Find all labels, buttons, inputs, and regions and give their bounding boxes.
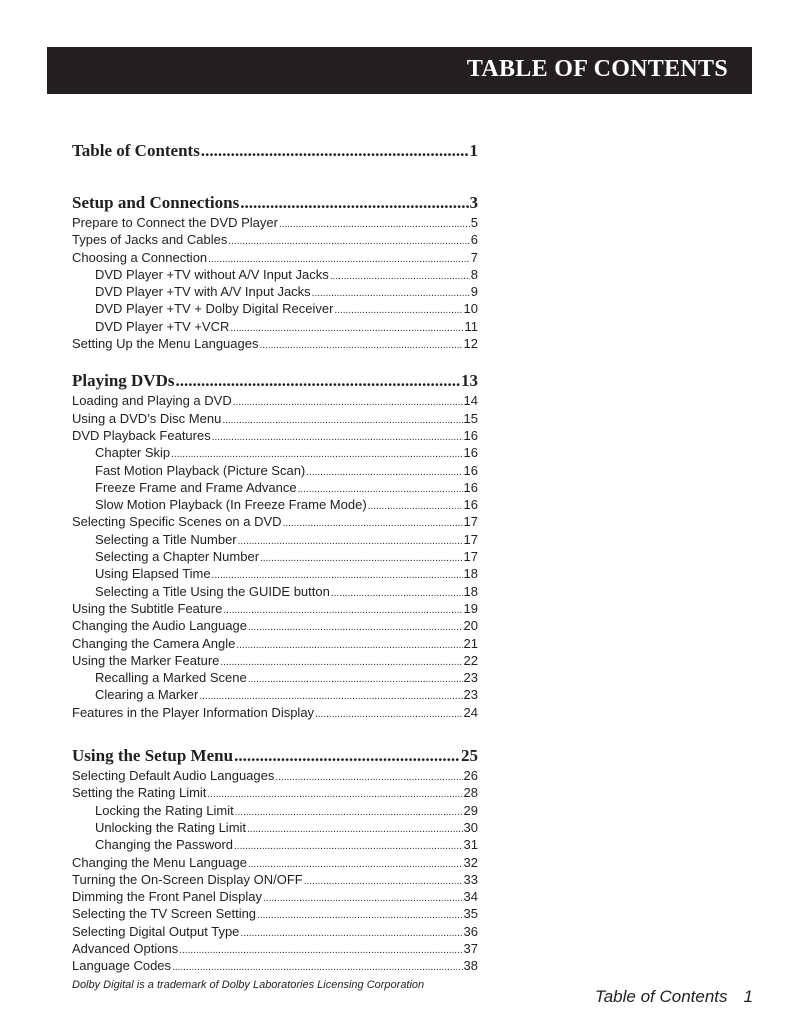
toc-label: Freeze Frame and Frame Advance — [95, 479, 297, 495]
toc-label: Turning the On-Screen Display ON/OFF — [72, 871, 303, 887]
dot-leader — [236, 635, 462, 652]
toc-entry[interactable] — [72, 249, 478, 266]
dot-leader — [234, 745, 460, 767]
toc-section-playing[interactable] — [72, 370, 478, 392]
toc-page-number: 12 — [463, 336, 478, 352]
dot-leader — [220, 652, 462, 669]
toc-label: DVD Player +TV without A/V Input Jacks — [95, 266, 329, 282]
toc-list-setup-menu — [72, 767, 478, 975]
toc-entry[interactable] — [72, 531, 478, 548]
toc-label: Setting Up the Menu Languages — [72, 336, 259, 352]
toc-page-number: 25 — [461, 746, 478, 766]
toc-entry[interactable] — [72, 802, 478, 819]
toc-label: Selecting a Title Number — [95, 531, 237, 547]
toc-page-number: 30 — [463, 819, 478, 835]
dot-leader — [212, 565, 463, 582]
toc-label: Dimming the Front Panel Display — [72, 889, 263, 905]
toc-label: DVD Playback Features — [72, 427, 211, 443]
dot-leader — [238, 531, 463, 548]
toc-entry[interactable] — [72, 335, 478, 352]
toc-page-number: 33 — [463, 871, 478, 887]
toc-entry[interactable] — [72, 462, 478, 479]
toc-page-number: 22 — [463, 652, 478, 668]
toc-label: Advanced Options — [72, 940, 179, 956]
toc-label: Changing the Menu Language — [72, 854, 247, 870]
toc-page-number: 7 — [470, 249, 478, 265]
dot-leader — [212, 427, 463, 444]
toc-entry[interactable] — [72, 923, 478, 940]
toc-page-number: 38 — [463, 958, 478, 974]
toc-page-number: 16 — [463, 462, 478, 478]
toc-section-intro[interactable] — [72, 140, 478, 162]
toc-label: Choosing a Connection — [72, 249, 208, 265]
toc-page-number: 26 — [463, 768, 478, 784]
toc-entry[interactable] — [72, 214, 478, 231]
toc-page-number: 28 — [463, 785, 478, 801]
toc-page-number: 18 — [463, 566, 478, 582]
toc-page-number: 1 — [469, 141, 478, 160]
toc-entry[interactable] — [72, 819, 478, 836]
toc-label: Types of Jacks and Cables — [72, 232, 228, 248]
page-title: TABLE OF CONTENTS — [466, 56, 728, 82]
toc-label: Selecting a Chapter Number — [95, 549, 260, 565]
toc-page-number: 21 — [463, 635, 478, 651]
toc-label: Chapter Skip — [95, 445, 171, 461]
toc-entry[interactable] — [72, 635, 478, 652]
dot-leader — [331, 583, 463, 600]
dot-leader — [208, 249, 470, 266]
dot-leader — [179, 940, 462, 957]
toc-entry[interactable] — [72, 583, 478, 600]
dot-leader — [207, 784, 462, 801]
toc-page-number: 36 — [463, 923, 478, 939]
dot-leader — [248, 854, 463, 871]
toc-entry[interactable] — [72, 836, 478, 853]
toc-entry[interactable] — [72, 905, 478, 922]
toc-list-playing — [72, 392, 478, 721]
toc-label: Changing the Camera Angle — [72, 635, 236, 651]
toc-label: Selecting Digital Output Type — [72, 923, 240, 939]
dot-leader — [330, 266, 470, 283]
toc-page-number: 17 — [463, 514, 478, 530]
dot-leader — [223, 600, 462, 617]
toc-entry[interactable] — [72, 704, 478, 721]
toc-label: Setup and Connections — [72, 193, 240, 212]
header-bar — [47, 47, 752, 94]
toc-page-number: 31 — [463, 837, 478, 853]
toc-entry[interactable] — [72, 871, 478, 888]
footer-page-number: 1 — [743, 987, 753, 1006]
dot-leader — [260, 548, 463, 565]
trademark-footnote: Dolby Digital is a trademark of Dolby Laboratories Licensing Corporation — [72, 979, 425, 991]
toc-label: Fast Motion Playback (Picture Scan) — [95, 462, 306, 478]
dot-leader — [172, 957, 463, 974]
dot-leader — [306, 462, 462, 479]
toc-entry[interactable] — [72, 854, 478, 871]
toc-page-number: 18 — [463, 583, 478, 599]
toc-label: Changing the Audio Language — [72, 618, 247, 634]
toc-label: Unlocking the Rating Limit — [95, 819, 247, 835]
dot-leader — [230, 318, 463, 335]
dot-leader — [259, 335, 462, 352]
dot-leader — [240, 192, 468, 214]
toc-page-number: 24 — [463, 704, 478, 720]
page-footer — [595, 987, 753, 1007]
toc-label: Using a DVD’s Disc Menu — [72, 410, 222, 426]
toc-page-number: 16 — [463, 427, 478, 443]
dot-leader — [298, 479, 463, 496]
dot-leader — [171, 444, 462, 461]
toc-entry[interactable] — [72, 652, 478, 669]
toc-entry[interactable] — [72, 565, 478, 582]
toc-label: DVD Player +TV +VCR — [95, 318, 230, 334]
dot-leader — [228, 231, 469, 248]
toc-page-number: 32 — [463, 854, 478, 870]
dot-leader — [248, 669, 463, 686]
dot-leader — [263, 888, 463, 905]
toc-entry[interactable] — [72, 940, 478, 957]
toc-label: Locking the Rating Limit — [95, 802, 234, 818]
toc-entry[interactable] — [72, 283, 478, 300]
toc-entry[interactable] — [72, 479, 478, 496]
toc-page-number: 20 — [463, 618, 478, 634]
toc-label: Slow Motion Playback (In Freeze Frame Mode) — [95, 497, 367, 513]
toc-label: Selecting Specific Scenes on a DVD — [72, 514, 282, 530]
dot-leader — [235, 802, 463, 819]
dot-leader — [257, 905, 462, 922]
dot-leader — [248, 617, 463, 634]
dot-leader — [175, 370, 460, 392]
dot-leader — [247, 819, 463, 836]
toc-label: Setting the Rating Limit — [72, 785, 207, 801]
toc-page-number: 9 — [470, 284, 478, 300]
toc-label: DVD Player +TV + Dolby Digital Receiver — [95, 301, 334, 317]
dot-leader — [279, 214, 470, 231]
dot-leader — [304, 871, 463, 888]
toc-page-number: 16 — [463, 479, 478, 495]
toc-label: Prepare to Connect the DVD Player — [72, 215, 278, 230]
dot-leader — [283, 513, 463, 530]
toc-entry[interactable] — [72, 784, 478, 801]
toc-entry[interactable] — [72, 496, 478, 513]
dot-leader — [234, 836, 463, 853]
dot-leader — [275, 767, 462, 784]
toc-label: Language Codes — [72, 958, 172, 974]
toc-label: Selecting a Title Using the GUIDE button — [95, 583, 330, 599]
dot-leader — [201, 140, 469, 162]
dot-leader — [312, 283, 470, 300]
toc-entry[interactable] — [72, 888, 478, 905]
toc-label: Playing DVDs — [72, 371, 175, 391]
toc-page-number: 13 — [461, 371, 478, 391]
toc-entry[interactable] — [72, 392, 478, 409]
dot-leader — [233, 392, 463, 409]
toc-page-number: 17 — [463, 531, 478, 547]
toc-entry[interactable] — [72, 686, 478, 703]
toc-entry[interactable] — [72, 427, 478, 444]
toc-entry[interactable] — [72, 266, 478, 283]
toc-section-setup-menu[interactable] — [72, 745, 478, 767]
toc-entry[interactable] — [72, 513, 478, 530]
toc-label: Loading and Playing a DVD — [72, 393, 232, 409]
toc-page-number: 5 — [470, 215, 478, 230]
toc-page-number: 23 — [463, 670, 478, 686]
footer-section-name: Table of Contents — [594, 987, 728, 1006]
toc-entry[interactable] — [72, 669, 478, 686]
toc-label: Using the Marker Feature — [72, 652, 220, 668]
toc-page-number: 10 — [463, 301, 478, 317]
toc-page-number: 8 — [470, 266, 478, 282]
toc-entry[interactable] — [72, 300, 478, 317]
toc-label: DVD Player +TV with A/V Input Jacks — [95, 284, 311, 300]
dot-leader — [199, 686, 462, 703]
dot-leader — [222, 410, 462, 427]
toc-page-number: 15 — [463, 410, 478, 426]
toc-label: Features in the Player Information Display — [72, 704, 315, 720]
dot-leader — [368, 496, 463, 513]
toc-page-number: 23 — [463, 687, 478, 703]
toc-page-number: 16 — [463, 497, 478, 513]
dot-leader — [334, 300, 462, 317]
toc-entry[interactable] — [72, 767, 478, 784]
toc-page-number: 16 — [463, 445, 478, 461]
toc-entry[interactable] — [72, 600, 478, 617]
toc-list-setup — [72, 214, 478, 352]
toc-label: Clearing a Marker — [95, 687, 199, 703]
toc-page-number: 11 — [464, 318, 478, 334]
toc-page-number: 35 — [463, 906, 478, 922]
toc-page-number: 17 — [463, 549, 478, 565]
toc-label: Table of Contents — [72, 141, 200, 160]
toc-page-number: 29 — [463, 802, 478, 818]
toc-page-number: 19 — [463, 600, 478, 616]
toc-page-number: 6 — [470, 232, 478, 248]
toc-label: Selecting Default Audio Languages — [72, 768, 275, 784]
toc-page-number: 34 — [463, 889, 478, 905]
toc-label: Using Elapsed Time — [95, 566, 211, 582]
toc-label: Recalling a Marked Scene — [95, 670, 247, 686]
toc-label: Using the Setup Menu — [72, 746, 234, 766]
toc-label: Selecting the TV Screen Setting — [72, 906, 257, 922]
toc-entry[interactable] — [72, 957, 478, 974]
toc-label: Using the Subtitle Feature — [72, 600, 223, 616]
toc-entry[interactable] — [72, 410, 478, 427]
toc-entry[interactable] — [72, 231, 478, 248]
toc-section-setup[interactable] — [72, 192, 478, 214]
toc-entry[interactable] — [72, 444, 478, 461]
table-of-contents — [72, 140, 478, 975]
toc-page-number: 3 — [469, 193, 478, 212]
toc-page-number: 37 — [463, 940, 478, 956]
dot-leader — [315, 704, 462, 721]
toc-entry[interactable] — [72, 318, 478, 335]
toc-entry[interactable] — [72, 548, 478, 565]
toc-page-number: 14 — [463, 393, 478, 409]
toc-entry[interactable] — [72, 617, 478, 634]
dot-leader — [240, 923, 462, 940]
toc-label: Changing the Password — [95, 837, 234, 853]
